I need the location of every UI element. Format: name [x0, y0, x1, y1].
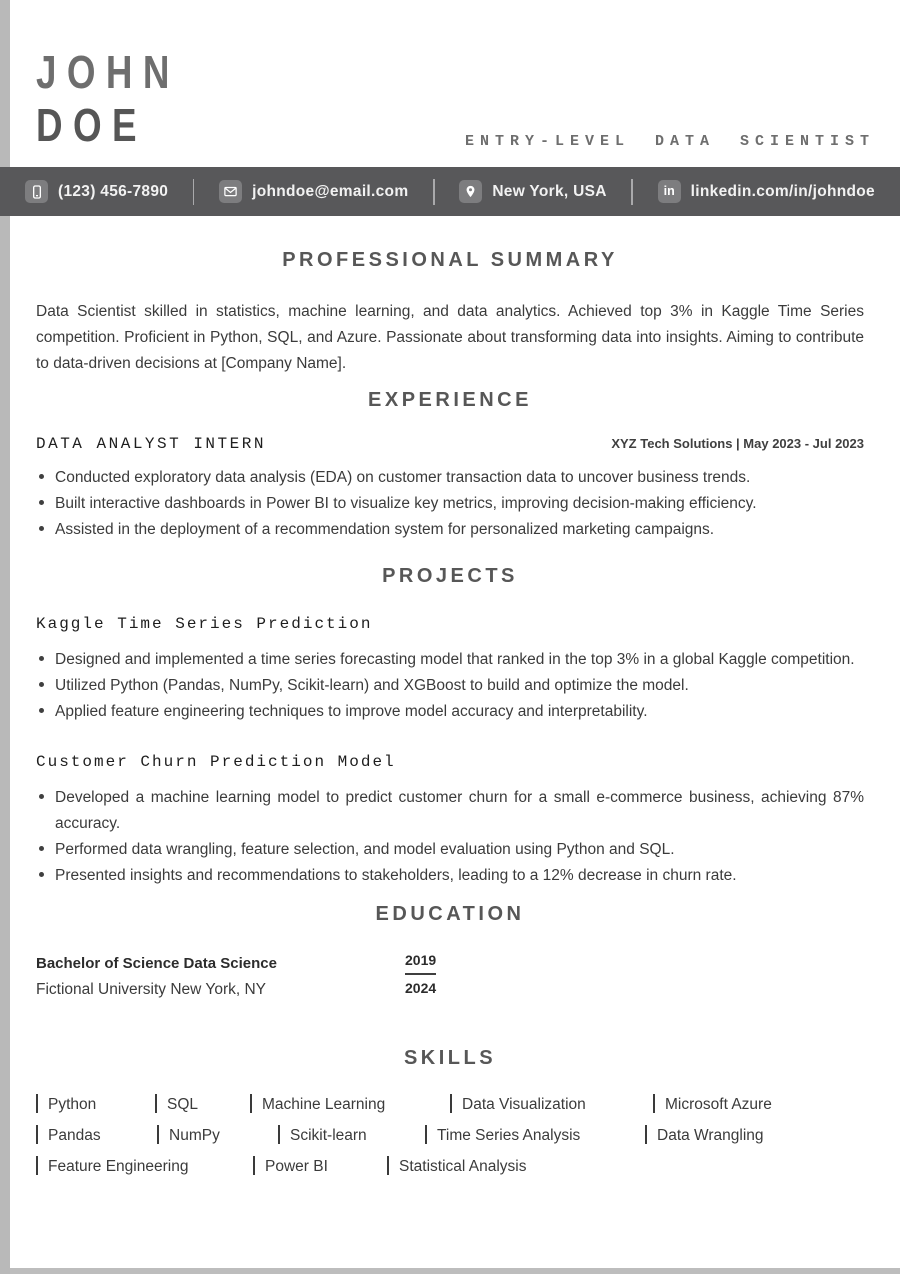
resume-header: [0, 0, 900, 167]
skills-list: [36, 1093, 864, 1186]
experience-heading: EXPERIENCE: [368, 389, 532, 411]
education-details: [36, 951, 405, 1003]
first-name: JOHN: [36, 46, 180, 98]
location-icon: [459, 180, 482, 203]
job-bullet: Conducted exploratory data analysis (EDA) on customer transaction data to uncover business trends.: [36, 465, 864, 491]
skill-divider: [425, 1125, 427, 1144]
skill-divider: [387, 1156, 389, 1175]
summary-text: Data Scientist skilled in statistics, machine learning, and data analytics. Achieved top 3% in Kaggle Time Series competition. Proficient in Python, SQL, and Azure. Passionate about transforming data into insights. Aiming to contribute to data-driven decisions at [Company Name].: [36, 303, 864, 372]
project-bullet: Presented insights and recommendations to stakeholders, leading to a 12% decrease in churn rate.: [36, 863, 864, 889]
skills-heading: SKILLS: [403, 1047, 497, 1069]
skill-divider: [253, 1156, 255, 1175]
projects-heading: PROJECTS: [382, 565, 518, 587]
contact-phone: [25, 180, 168, 203]
skill-divider: [450, 1094, 452, 1113]
project-bullet-list: [36, 647, 864, 725]
job-title: DATA ANALYST INTERN: [36, 435, 266, 453]
skill-item: Statistical Analysis: [387, 1155, 527, 1179]
project-bullet: Developed a machine learning model to predict customer churn for a small e-commerce business, achieving 87% accuracy.: [36, 785, 864, 837]
project-title: Kaggle Time Series Prediction: [36, 615, 373, 633]
page-edge-bottom: [0, 1268, 900, 1274]
phone-text: (123) 456-7890: [58, 182, 169, 200]
job-bullet-list: [36, 465, 864, 543]
education-years: [405, 951, 436, 1003]
skill-divider: [645, 1125, 647, 1144]
contact-separator: [433, 179, 435, 205]
summary-heading: PROFESSIONAL SUMMARY: [282, 249, 618, 271]
contact-email: [219, 180, 408, 203]
skill-divider: [36, 1156, 38, 1175]
skill-item: Scikit-learn: [278, 1124, 367, 1148]
job-bullet: Built interactive dashboards in Power BI to visualize key metrics, improving decision-making efficiency.: [36, 491, 864, 517]
project-bullet: Performed data wrangling, feature selection, and model evaluation using Python and SQL.: [36, 837, 864, 863]
job-header: [36, 433, 864, 455]
contact-separator: [631, 179, 633, 205]
project-bullet-list: [36, 785, 864, 889]
project-title: Customer Churn Prediction Model: [36, 753, 396, 771]
skill-item: Data Visualization: [450, 1093, 586, 1117]
education-degree: Bachelor of Science Data Science: [36, 955, 277, 972]
contact-linkedin: [658, 180, 875, 203]
skill-divider: [155, 1094, 157, 1113]
education-start-year: 2019: [405, 951, 436, 975]
skill-item: Time Series Analysis: [425, 1124, 580, 1148]
phone-icon: [25, 180, 48, 203]
skill-divider: [36, 1094, 38, 1113]
skill-item: Pandas: [36, 1124, 101, 1148]
education-end-year: 2024: [405, 980, 437, 996]
candidate-name: [36, 46, 216, 152]
skill-divider: [36, 1125, 38, 1144]
project-bullet: Designed and implemented a time series forecasting model that ranked in the top 3% in a global Kaggle competition.: [36, 647, 864, 673]
skill-item: Python: [36, 1093, 96, 1117]
education-school: Fictional University New York, NY: [36, 981, 266, 998]
resume-body: [0, 249, 900, 1186]
skills-row: [36, 1155, 864, 1186]
skill-item: Machine Learning: [250, 1093, 385, 1117]
job-headline: ENTRY-LEVEL DATA SCIENTIST: [464, 133, 875, 150]
project-bullet: Applied feature engineering techniques to improve model accuracy and interpretability.: [36, 699, 864, 725]
location-text: New York, USA: [492, 182, 607, 200]
contact-separator: [193, 179, 195, 205]
email-icon: [219, 180, 242, 203]
skill-item: Power BI: [253, 1155, 328, 1179]
skills-row: [36, 1124, 864, 1155]
project-bullet: Utilized Python (Pandas, NumPy, Scikit-learn) and XGBoost to build and optimize the model.: [36, 673, 864, 699]
skill-divider: [157, 1125, 159, 1144]
contact-location: [459, 180, 606, 203]
skill-divider: [278, 1125, 280, 1144]
job-company-dates: XYZ Tech Solutions | May 2023 - Jul 2023: [611, 436, 864, 451]
skill-item: SQL: [155, 1093, 198, 1117]
skill-item: Microsoft Azure: [653, 1093, 772, 1117]
last-name: DOE: [36, 99, 147, 151]
job-bullet: Assisted in the deployment of a recommendation system for personalized marketing campaigns.: [36, 517, 864, 543]
linkedin-icon: in: [658, 180, 681, 203]
skill-item: Data Wrangling: [645, 1124, 764, 1148]
skill-divider: [653, 1094, 655, 1113]
education-entry: [36, 951, 864, 1003]
skill-divider: [250, 1094, 252, 1113]
linkedin-text: linkedin.com/in/johndoe: [690, 182, 875, 200]
email-text: johndoe@email.com: [252, 182, 409, 200]
education-heading: EDUCATION: [375, 903, 525, 925]
skill-item: Feature Engineering: [36, 1155, 188, 1179]
contact-bar: [0, 167, 900, 216]
skills-row: [36, 1093, 864, 1124]
skill-item: NumPy: [157, 1124, 220, 1148]
